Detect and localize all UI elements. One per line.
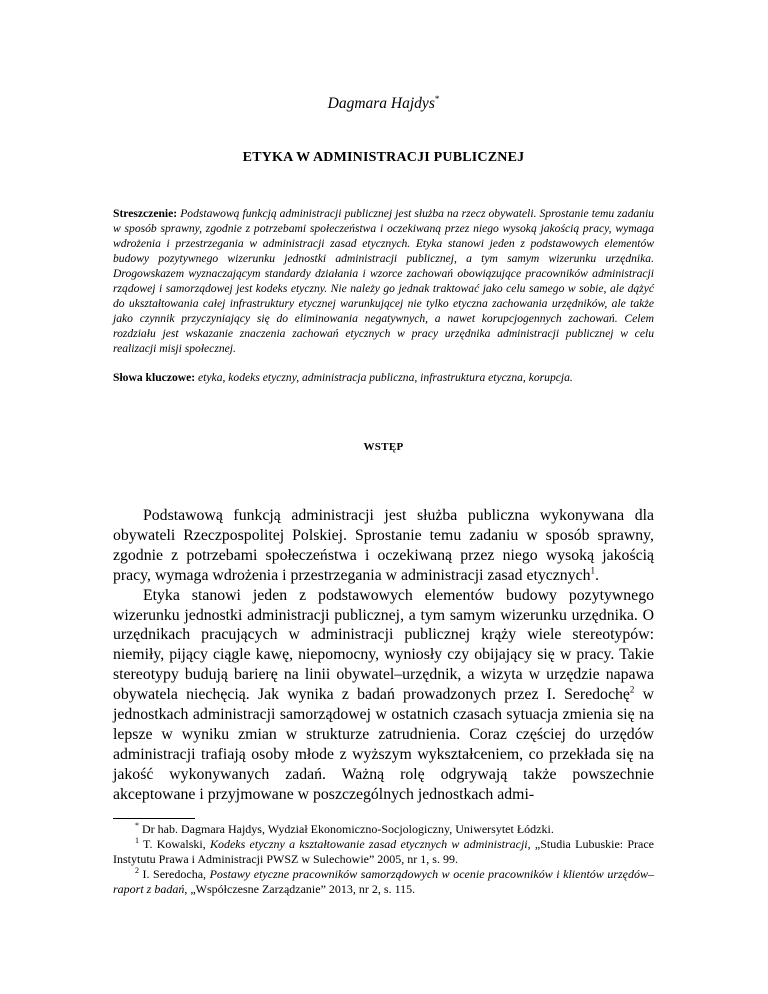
footnote-separator <box>113 818 195 819</box>
footnote-1 <box>113 837 654 867</box>
body-text <box>113 506 654 805</box>
footnote-mark: 2 <box>135 866 139 875</box>
paragraph-2-text-b: w jednostkach administracji samorządowej w ostatnich czasach sytuacja zmienia się na lepsze w wyniku zmian w strukturze zatrudnienia. Coraz częściej do urzędów administracji trafiają osoby młode z wyższym wykształceniem, co przekłada się na jakość wykonywanych zadań. Ważną rolę odgrywają także powszechnie akceptowane i przyjmowane w poszczególnych jednostkach admi- <box>113 686 654 803</box>
abstract-text: Podstawową funkcją administracji publicznej jest służba na rzecz obywateli. Sprostanie temu zadaniu w sposób sprawny, zgodnie z potrzebami społeczeństwa i oczekiwaną przez niego wysoką jakością pracy, wymaga wdrożenia i przestrzegania w administracji zasad etycznych. Etyka stanowi jeden z podstawowych elementów budowy pozytywnego wizerunku jednostki administracji publicznej, a tym samym wizerunku urzędnika. Drogowskazem wyznaczającym standardy działania i wzorce zachowań obowiązujące pracowników administracji rządowej i samorządowej jest kodeks etyczny. Nie należy go jednak traktować jako celu samego w sobie, ale dążyć do ukształtowania całej infrastruktury etycznej warunkującej nie tylko etyczna zachowania urzędników, ale także jako czynnik przyczyniający się do eliminowania negatywnych, a nawet korupcjogennych zachowań. Celem rozdziału jest wskazanie znaczenia zachowań etycznych w pracy urzędnika administracji publicznej w celu realizacji misji społecznej. <box>113 207 654 355</box>
author-name: Dagmara Hajdys <box>327 95 435 113</box>
body-paragraph-2 <box>113 586 654 805</box>
footnote-title: Postawy etyczne pracowników samorządowych w ocenie pracowników i klientów urzędów– raport z badań <box>113 867 654 896</box>
footnote-source: , „Studia Lubuskie: Prace Instytutu Prawa i Administracji PWSZ w Sulechowie” 2005, nr 1, s. 99. <box>113 837 655 866</box>
footnote-mark: 1 <box>135 836 139 845</box>
abstract-label: Streszczenie: <box>113 207 178 220</box>
body-paragraph-1 <box>113 506 654 586</box>
paragraph-1-end: . <box>595 566 599 584</box>
footnote-text: Dr hab. Dagmara Hajdys, Wydział Ekonomiczno-Socjologiczny, Uniwersytet Łódzki. <box>139 822 554 836</box>
paragraph-2-text-a: Etyka stanowi jeden z podstawowych elementów budowy pozytywnego wizerunku jednostki administracji publicznej, a tym samym wizerunku urzędnika. O urzędnikach pracujących w administracji publicznej krąży wiele stereotypów: niemiły, pijący ciągle kawę, niepomocny, wyniosły czy obijający się w pracy. Takie stereotypy budują barierę na linii obywatel–urzędnik, a wizyta w urzędzie napawa obywatela niechęcią. Jak wynika z badań prowadzonych przez I. Seredochę <box>113 586 654 704</box>
author-line <box>113 94 654 113</box>
footnote-source: , „Współczesne Zarządzanie” 2013, nr 2, s. 115. <box>184 882 416 896</box>
footnote-author <box>113 822 654 837</box>
keywords-text: etyka, kodeks etyczny, administracja publiczna, infrastruktura etyczna, korupcja. <box>198 371 573 384</box>
abstract <box>113 206 654 356</box>
section-heading: WSTĘP <box>363 441 404 453</box>
author-footnote-mark: * <box>434 94 440 104</box>
footnote-mark: * <box>135 821 139 830</box>
paper-title: ETYKA W ADMINISTRACJI PUBLICZNEJ <box>242 150 525 165</box>
keywords <box>113 370 654 385</box>
footnote-text: I. Seredocha, <box>139 867 210 881</box>
keywords-label: Słowa kluczowe: <box>113 371 196 384</box>
footnote-2 <box>113 867 654 897</box>
footnote-ref-2[interactable]: 2 <box>629 684 635 695</box>
paragraph-1-text: Podstawową funkcją administracji jest służba publiczna wykonywana dla obywateli Rzeczpospolitej Polskiej. Sprostanie temu zadaniu w sposób sprawny, zgodnie z potrzebami społeczeństwa i oczekiwaną przez niego wysoką jakością pracy, wymaga wdrożenia i przestrzegania w administracji zasad etycznych <box>113 507 654 584</box>
footnotes <box>113 822 654 897</box>
footnote-title: Kodeks etyczny a kształtowanie zasad etycznych w administracji <box>209 837 528 851</box>
footnote-ref-1[interactable]: 1 <box>590 565 595 576</box>
footnote-text: T. Kowalski, <box>139 837 210 851</box>
